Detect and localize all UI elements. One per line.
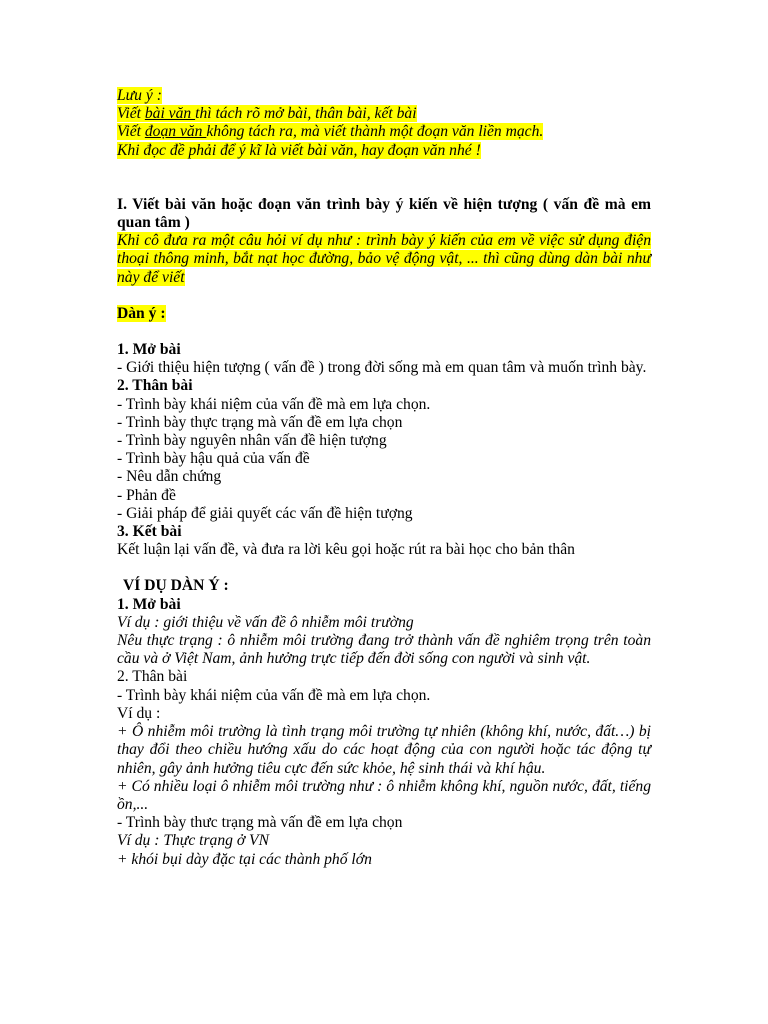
outline-thanbai-item: - Trình bày khái niệm của vấn đề mà em lựa chọn.: [117, 395, 431, 413]
note-line-reminder: Khi đọc đề phải để ý kĩ là viết bài văn, hay đoạn văn nhé !: [117, 141, 481, 159]
section-1: [117, 196, 651, 287]
outline-ketbai-heading: 3. Kết bài: [117, 523, 182, 541]
note-underline-paragraph: đoạn văn: [144, 123, 207, 141]
spacer: [117, 323, 651, 341]
spacer: [117, 160, 651, 196]
example-vidu-paragraph: + Có nhiều loại ô nhiễm môi trường như : ô nhiễm không khí, nguồn nước, đất, tiếng ồn,...: [117, 777, 651, 813]
outline-thanbai-item: - Nêu dẫn chứng: [117, 468, 222, 486]
outline-title: Dàn ý :: [117, 304, 166, 322]
outline-mobai-text: - Giới thiệu hiện tượng ( vấn đề ) trong đời sống mà em quan tâm và muốn trình bày.: [117, 359, 647, 377]
outline-thanbai-item: - Trình bày thực trạng mà vấn đề em lựa chọn: [117, 413, 403, 431]
example-vidu-label: Ví dụ :: [117, 704, 161, 722]
example-thuctrang-item: + khói bụi dày đặc tại các thành phố lớn: [117, 850, 372, 868]
document-page: [117, 87, 651, 869]
note-block: [117, 87, 651, 160]
example-mobai-situation: Nêu thực trạng : ô nhiễm môi trường đang trở thành vấn đề nghiêm trọng trên toàn cầu và ở Việt Nam, ảnh hưởng trực tiếp đến đời sống con người và sinh vật.: [117, 632, 651, 668]
spacer: [117, 287, 651, 305]
spacer: [117, 559, 651, 577]
example-vidu-paragraph: + Ô nhiễm môi trường là tình trạng môi trường tự nhiên (không khí, nước, đất…) bị thay đổi theo chiều hướng xấu do các hoạt động của con người hoặc tác động tự nhiên, gây ảnh hưởng tiêu cực đến sức khỏe, hệ sinh thái và khí hậu.: [117, 723, 651, 777]
outline-ketbai-text: Kết luận lại vấn đề, và đưa ra lời kêu gọi hoặc rút ra bài học cho bản thân: [117, 541, 575, 559]
note-line-essay: Viết bài văn thì tách rõ mở bài, thân bài, kết bài: [117, 105, 417, 123]
outline-thanbai-item: - Trình bày hậu quả của vấn đề: [117, 450, 310, 468]
section-1-heading: I. Viết bài văn hoặc đoạn văn trình bày ý kiến về hiện tượng ( vấn đề mà em quan tâm ): [117, 195, 651, 232]
outline-thanbai-item: - Trình bày nguyên nhân vấn đề hiện tượng: [117, 432, 387, 450]
note-title: Lưu ý :: [117, 87, 162, 104]
note-line-paragraph: Viết đoạn văn không tách ra, mà viết thành một đoạn văn liền mạch.: [117, 123, 544, 141]
outline-thanbai-item: - Phản đề: [117, 486, 176, 504]
example-title: VÍ DỤ DÀN Ý :: [123, 577, 229, 595]
example-thanbai-item: - Trình bày khái niệm của vấn đề mà em lựa chọn.: [117, 686, 431, 704]
example-thuctrang-label: Ví dụ : Thực trạng ở VN: [117, 832, 269, 850]
example-mobai-heading: 1. Mở bài: [117, 595, 181, 613]
example-thanbai-item: - Trình bày thưc trạng mà vấn đề em lựa chọn: [117, 814, 403, 832]
example-thanbai-heading: 2. Thân bài: [117, 668, 188, 686]
outline-thanbai-item: - Giải pháp để giải quyết các vấn đề hiện tượng: [117, 504, 413, 522]
outline-mobai-heading: 1. Mở bài: [117, 341, 181, 359]
example-mobai-example: Ví dụ : giới thiệu về vấn đề ô nhiễm môi trường: [117, 613, 414, 631]
note-underline-essay: bài văn: [144, 105, 196, 123]
section-1-hint: Khi cô đưa ra một câu hỏi ví dụ như : trình bày ý kiến của em về việc sử dụng điện thoại thông minh, bắt nạt học đường, bảo vệ động vật, ... thì cũng dùng dàn bài như này để viết: [117, 232, 651, 286]
example-block: [117, 577, 651, 868]
outline-thanbai-heading: 2. Thân bài: [117, 377, 193, 395]
outline-block: [117, 305, 651, 560]
